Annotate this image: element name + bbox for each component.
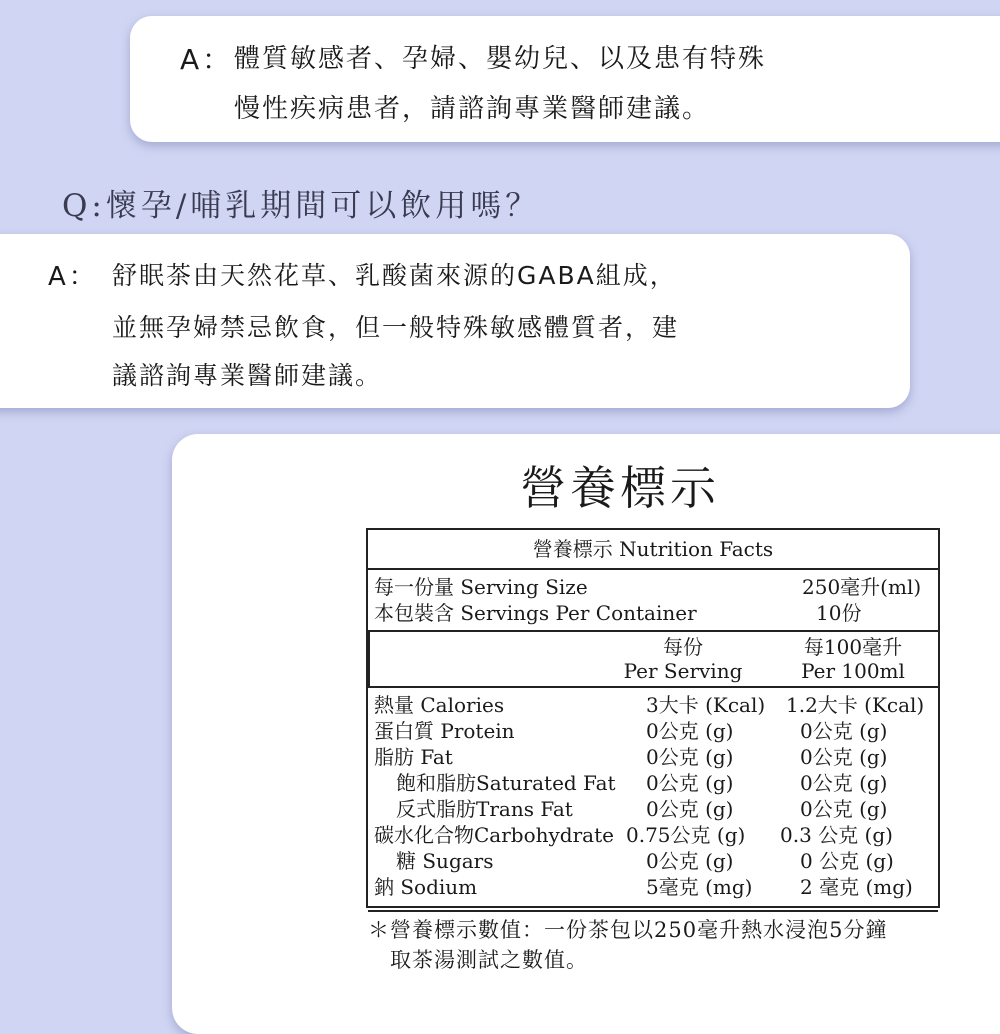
- nutrient-name-sugars: 糖 Sugars: [396, 849, 494, 873]
- per-serving-value: 0公克 (g): [646, 745, 734, 769]
- nutrient-name-carbohydrate: 碳水化合物Carbohydrate: [374, 823, 614, 847]
- nutrient-name-sodium: 鈉 Sodium: [374, 875, 478, 899]
- answer-label: A：: [180, 43, 234, 76]
- serving-size-label: 每一份量 Serving Size: [374, 575, 588, 599]
- per-serving-value: 0公克 (g): [646, 849, 734, 873]
- answer-text-line: 並無孕婦禁忌飲食，但一般特殊敏感體質者，建: [112, 313, 680, 342]
- answer-card-2: [0, 234, 910, 408]
- column-header-per-serving-zh: 每份: [663, 635, 703, 659]
- table-divider: [368, 910, 938, 912]
- nutrient-name-calories: 熱量 Calories: [374, 693, 505, 717]
- servings-per-container-value: 10份: [816, 601, 862, 625]
- per-100ml-value: 1.2大卡 (Kcal): [786, 693, 925, 717]
- nutrition-card: [172, 434, 1000, 1034]
- table-divider: [368, 630, 938, 632]
- table-divider: [368, 568, 938, 570]
- table-title: 營養標示 Nutrition Facts: [532, 537, 774, 561]
- per-100ml-value: 0公克 (g): [800, 719, 888, 743]
- per-100ml-value: 0公克 (g): [800, 797, 888, 821]
- answer-text-line: 舒眠茶由天然花草、乳酸菌來源的GABA組成，: [112, 261, 677, 290]
- question-heading: Q:懷孕/哺乳期間可以飲用嗎？: [62, 188, 541, 224]
- per-serving-value: 0.75公克 (g): [626, 823, 746, 847]
- per-100ml-value: 2 毫克 (mg): [800, 875, 913, 899]
- per-100ml-value: 0公克 (g): [800, 745, 888, 769]
- per-serving-value: 0公克 (g): [646, 797, 734, 821]
- table-divider: [368, 630, 370, 688]
- footnote-continued: 取茶湯測試之數值。: [390, 948, 588, 972]
- column-header-per-100ml-en: Per 100ml: [801, 659, 905, 683]
- serving-size-value: 250毫升(ml): [802, 575, 922, 599]
- nutrition-heading: 營養標示: [520, 461, 720, 515]
- footnote: ＊營養標示數值：一份茶包以250毫升熱水浸泡5分鐘: [368, 918, 888, 942]
- answer-text-line: 議諮詢專業醫師建議。: [112, 361, 383, 390]
- servings-per-container-label: 本包裝含 Servings Per Container: [374, 601, 697, 625]
- nutrient-name-saturated-fat: 飽和脂肪Saturated Fat: [396, 771, 616, 795]
- per-serving-value: 3大卡 (Kcal): [646, 693, 766, 717]
- per-serving-value: 0公克 (g): [646, 771, 734, 795]
- per-serving-value: 0公克 (g): [646, 719, 734, 743]
- answer-label: A：: [48, 262, 98, 292]
- answer-card-1: [130, 16, 1000, 142]
- per-100ml-value: 0 公克 (g): [800, 849, 894, 873]
- column-header-per-100ml-zh: 每100毫升: [803, 635, 903, 659]
- per-100ml-value: 0.3 公克 (g): [780, 823, 893, 847]
- nutrient-name-fat: 脂肪 Fat: [374, 745, 453, 769]
- per-serving-value: 5毫克 (mg): [646, 875, 753, 899]
- nutrition-facts-table: [366, 528, 940, 908]
- answer-text-line: 體質敏感者、孕婦、嬰幼兒、以及患有特殊: [234, 44, 767, 74]
- per-100ml-value: 0公克 (g): [800, 771, 888, 795]
- nutrient-name-trans-fat: 反式脂肪Trans Fat: [396, 797, 573, 821]
- column-header-per-serving-en: Per Serving: [623, 659, 743, 683]
- table-divider: [368, 686, 938, 688]
- answer-text-line: 慢性疾病患者，請諮詢專業醫師建議。: [234, 94, 711, 124]
- nutrient-name-protein: 蛋白質 Protein: [374, 719, 515, 743]
